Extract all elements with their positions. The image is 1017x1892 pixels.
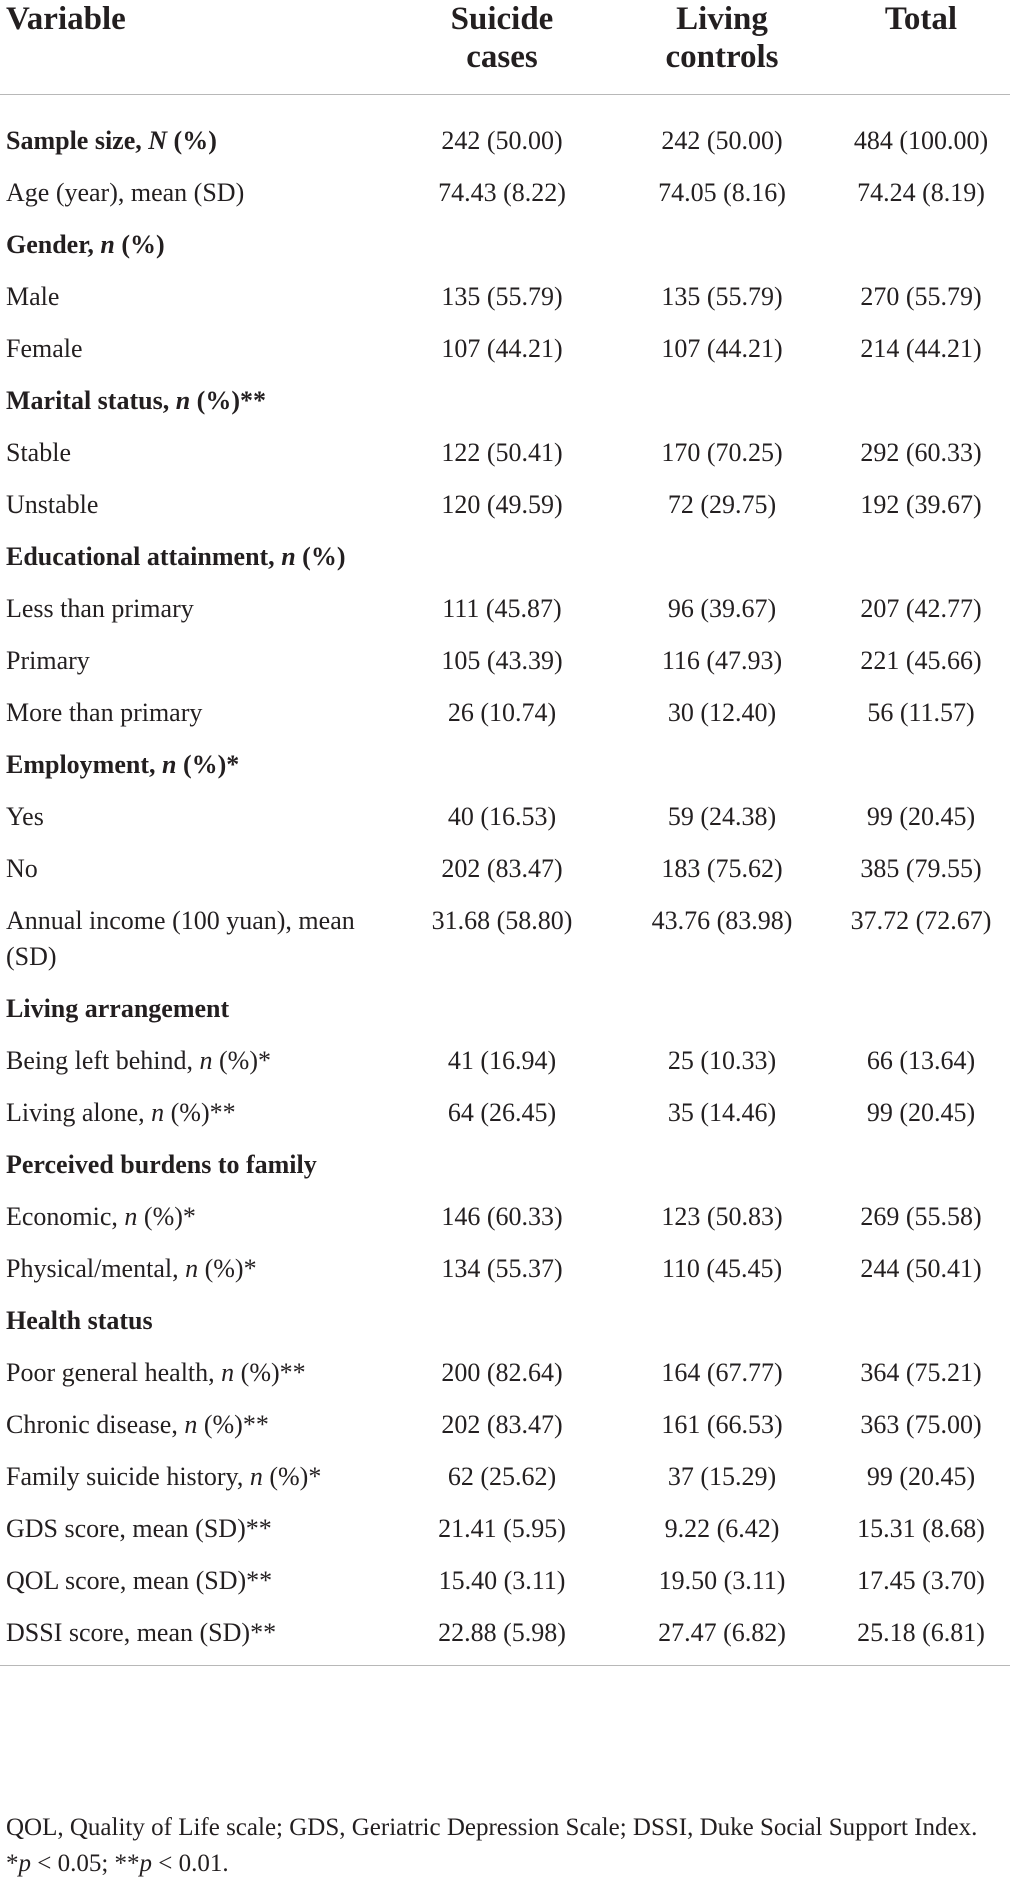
cell-total: 99 (20.45) — [866, 1462, 976, 1491]
header-suicide-line2: cases — [466, 39, 538, 75]
table-row — [0, 168, 1010, 220]
cell-total: 385 (79.55) — [860, 854, 982, 883]
table-row — [0, 1400, 1010, 1452]
cell-total: 221 (45.66) — [860, 646, 982, 675]
table-row — [0, 480, 1010, 532]
table-row — [0, 584, 1010, 636]
cell-living-controls: 37 (15.29) — [667, 1462, 777, 1491]
table-row — [0, 844, 1010, 896]
row-label: Annual income (100 yuan), mean (SD) — [6, 906, 355, 971]
row-label: Unstable — [6, 490, 99, 519]
row-label: GDS score, mean (SD)** — [6, 1514, 272, 1543]
cell-total — [832, 220, 1010, 272]
footnote-significance: *p < 0.05; **p < 0.01. — [6, 1850, 229, 1877]
row-label: Male — [6, 282, 60, 311]
cell-suicide-cases: 111 (45.87) — [442, 594, 562, 623]
row-label: Physical/mental, n (%)* — [6, 1254, 257, 1283]
cell-suicide-cases: 62 (25.62) — [447, 1462, 557, 1491]
cell-total: 17.45 (3.70) — [857, 1566, 985, 1595]
table-row — [0, 1348, 1010, 1400]
row-label: Sample size, N (%) — [6, 126, 217, 155]
cell-living-controls — [612, 1296, 832, 1348]
header-living-line1: Living — [676, 1, 768, 37]
cell-living-controls: 164 (67.77) — [661, 1358, 783, 1387]
table-body — [0, 95, 1010, 1666]
cell-suicide-cases: 31.68 (58.80) — [431, 906, 573, 935]
table-row — [0, 1140, 1010, 1192]
table-row — [0, 1452, 1010, 1504]
row-label: Being left behind, n (%)* — [6, 1046, 271, 1075]
cell-suicide-cases — [392, 1140, 612, 1192]
section-heading: Perceived burdens to family — [6, 1150, 317, 1179]
cell-total: 99 (20.45) — [866, 802, 976, 831]
cell-suicide-cases: 22.88 (5.98) — [392, 1608, 612, 1666]
cell-total: 56 (11.57) — [867, 698, 975, 727]
cell-total — [832, 532, 1010, 584]
footnote-abbreviations: QOL, Quality of Life scale; GDS, Geriatric Depression Scale; DSSI, Duke Social Support Index. — [6, 1814, 978, 1841]
cell-suicide-cases — [392, 740, 612, 792]
header-suicide-line1: Suicide — [450, 1, 554, 37]
cell-suicide-cases: 40 (16.53) — [447, 802, 557, 831]
cell-total: 363 (75.00) — [860, 1410, 982, 1439]
section-heading: Gender, n (%) — [6, 230, 165, 259]
cell-total: 25.18 (6.81) — [832, 1608, 1010, 1666]
cell-total: 364 (75.21) — [860, 1358, 982, 1387]
table-row — [0, 1192, 1010, 1244]
cell-suicide-cases: 134 (55.37) — [441, 1254, 563, 1283]
cell-living-controls: 135 (55.79) — [661, 282, 783, 311]
row-label: QOL score, mean (SD)** — [6, 1566, 273, 1595]
cell-suicide-cases: 146 (60.33) — [441, 1202, 563, 1231]
table-row — [0, 272, 1010, 324]
cell-living-controls: 59 (24.38) — [667, 802, 777, 831]
row-label: Female — [6, 334, 83, 363]
cell-suicide-cases: 202 (83.47) — [441, 854, 563, 883]
cell-living-controls: 183 (75.62) — [661, 854, 783, 883]
row-label: Less than primary — [6, 594, 194, 623]
header-total: Total — [832, 0, 1010, 95]
section-heading: Employment, n (%)* — [6, 750, 240, 779]
cell-total: 37.72 (72.67) — [850, 906, 992, 935]
row-label: Family suicide history, n (%)* — [6, 1462, 322, 1491]
cell-living-controls: 35 (14.46) — [667, 1098, 777, 1127]
cell-living-controls: 110 (45.45) — [661, 1254, 783, 1283]
row-label: Yes — [6, 802, 44, 831]
cell-suicide-cases: 21.41 (5.95) — [438, 1514, 566, 1543]
cell-suicide-cases — [392, 984, 612, 1036]
cell-living-controls: 123 (50.83) — [661, 1202, 783, 1231]
cell-total: 269 (55.58) — [860, 1202, 982, 1231]
cell-total — [832, 1296, 1010, 1348]
cell-total: 270 (55.79) — [860, 282, 982, 311]
cell-living-controls: 72 (29.75) — [667, 490, 777, 519]
cell-suicide-cases: 202 (83.47) — [441, 1410, 563, 1439]
cell-total — [832, 376, 1010, 428]
table-row — [0, 1244, 1010, 1296]
table-row — [0, 376, 1010, 428]
row-label: More than primary — [6, 698, 203, 727]
table-row — [0, 324, 1010, 376]
header-variable: Variable — [0, 0, 392, 95]
header-living-controls — [612, 0, 832, 95]
cell-living-controls — [612, 740, 832, 792]
cell-suicide-cases: 200 (82.64) — [441, 1358, 563, 1387]
cell-living-controls: 27.47 (6.82) — [612, 1608, 832, 1666]
row-label: Stable — [6, 438, 71, 467]
row-label: Poor general health, n (%)** — [6, 1358, 306, 1387]
cell-living-controls: 107 (44.21) — [661, 334, 783, 363]
cell-suicide-cases: 120 (49.59) — [441, 490, 563, 519]
cell-suicide-cases — [392, 532, 612, 584]
table-row — [0, 428, 1010, 480]
cell-living-controls — [612, 220, 832, 272]
table-row — [0, 984, 1010, 1036]
section-heading: Living arrangement — [6, 994, 230, 1023]
table-row — [0, 792, 1010, 844]
table-footnote — [6, 1810, 1010, 1882]
table-row — [0, 1504, 1010, 1556]
table-row — [0, 740, 1010, 792]
cell-suicide-cases: 122 (50.41) — [441, 438, 563, 467]
cell-living-controls: 19.50 (3.11) — [658, 1566, 786, 1595]
table-row — [0, 1556, 1010, 1608]
cell-living-controls: 161 (66.53) — [661, 1410, 783, 1439]
cell-total — [832, 984, 1010, 1036]
cell-total: 244 (50.41) — [860, 1254, 982, 1283]
table-row — [0, 636, 1010, 688]
cell-suicide-cases — [392, 220, 612, 272]
row-label: Chronic disease, n (%)** — [6, 1410, 269, 1439]
section-heading: Marital status, n (%)** — [6, 386, 266, 415]
row-label: Primary — [6, 646, 90, 675]
cell-total: 292 (60.33) — [860, 438, 982, 467]
cell-living-controls — [612, 532, 832, 584]
row-label: DSSI score, mean (SD)** — [0, 1608, 392, 1666]
cell-suicide-cases: 41 (16.94) — [447, 1046, 557, 1075]
cell-total: 207 (42.77) — [860, 594, 982, 623]
cell-living-controls: 242 (50.00) — [661, 126, 783, 155]
cell-total: 74.24 (8.19) — [857, 178, 985, 207]
row-label: Economic, n (%)* — [6, 1202, 196, 1231]
row-label: No — [6, 854, 38, 883]
section-heading: Educational attainment, n (%) — [6, 542, 346, 571]
cell-total — [832, 1140, 1010, 1192]
cell-living-controls: 9.22 (6.42) — [664, 1514, 780, 1543]
cell-suicide-cases: 74.43 (8.22) — [438, 178, 566, 207]
header-living-line2: controls — [665, 39, 779, 75]
cell-living-controls: 43.76 (83.98) — [651, 906, 793, 935]
cell-total: 484 (100.00) — [853, 126, 989, 155]
cell-suicide-cases: 242 (50.00) — [441, 126, 563, 155]
table-row — [0, 1608, 1010, 1666]
table-row — [0, 95, 1010, 169]
cell-living-controls: 116 (47.93) — [661, 646, 783, 675]
cell-living-controls — [612, 984, 832, 1036]
table-header-row — [0, 0, 1010, 95]
cell-suicide-cases: 64 (26.45) — [447, 1098, 557, 1127]
cell-living-controls: 170 (70.25) — [661, 438, 783, 467]
cell-suicide-cases: 15.40 (3.11) — [438, 1566, 566, 1595]
table-row — [0, 896, 1010, 984]
cell-total: 192 (39.67) — [860, 490, 982, 519]
cell-total: 15.31 (8.68) — [857, 1514, 985, 1543]
cell-living-controls: 30 (12.40) — [667, 698, 777, 727]
cell-total: 214 (44.21) — [860, 334, 982, 363]
cell-suicide-cases: 107 (44.21) — [441, 334, 563, 363]
table-row — [0, 532, 1010, 584]
cell-suicide-cases: 105 (43.39) — [441, 646, 563, 675]
table-row — [0, 220, 1010, 272]
row-label: Age (year), mean (SD) — [6, 178, 245, 207]
cell-suicide-cases: 26 (10.74) — [447, 698, 557, 727]
cell-total — [832, 740, 1010, 792]
table-row — [0, 688, 1010, 740]
table-row — [0, 1036, 1010, 1088]
cell-living-controls — [612, 1140, 832, 1192]
row-label: Living alone, n (%)** — [6, 1098, 236, 1127]
cell-living-controls: 74.05 (8.16) — [658, 178, 786, 207]
cell-suicide-cases — [392, 1296, 612, 1348]
cell-total: 66 (13.64) — [866, 1046, 976, 1075]
table-row — [0, 1088, 1010, 1140]
cell-living-controls — [612, 376, 832, 428]
cell-living-controls: 96 (39.67) — [667, 594, 777, 623]
cell-total: 99 (20.45) — [866, 1098, 976, 1127]
cell-living-controls: 25 (10.33) — [667, 1046, 777, 1075]
cell-suicide-cases: 135 (55.79) — [441, 282, 563, 311]
section-heading: Health status — [6, 1306, 153, 1335]
cell-suicide-cases — [392, 376, 612, 428]
header-suicide-cases — [392, 0, 612, 95]
table-row — [0, 1296, 1010, 1348]
